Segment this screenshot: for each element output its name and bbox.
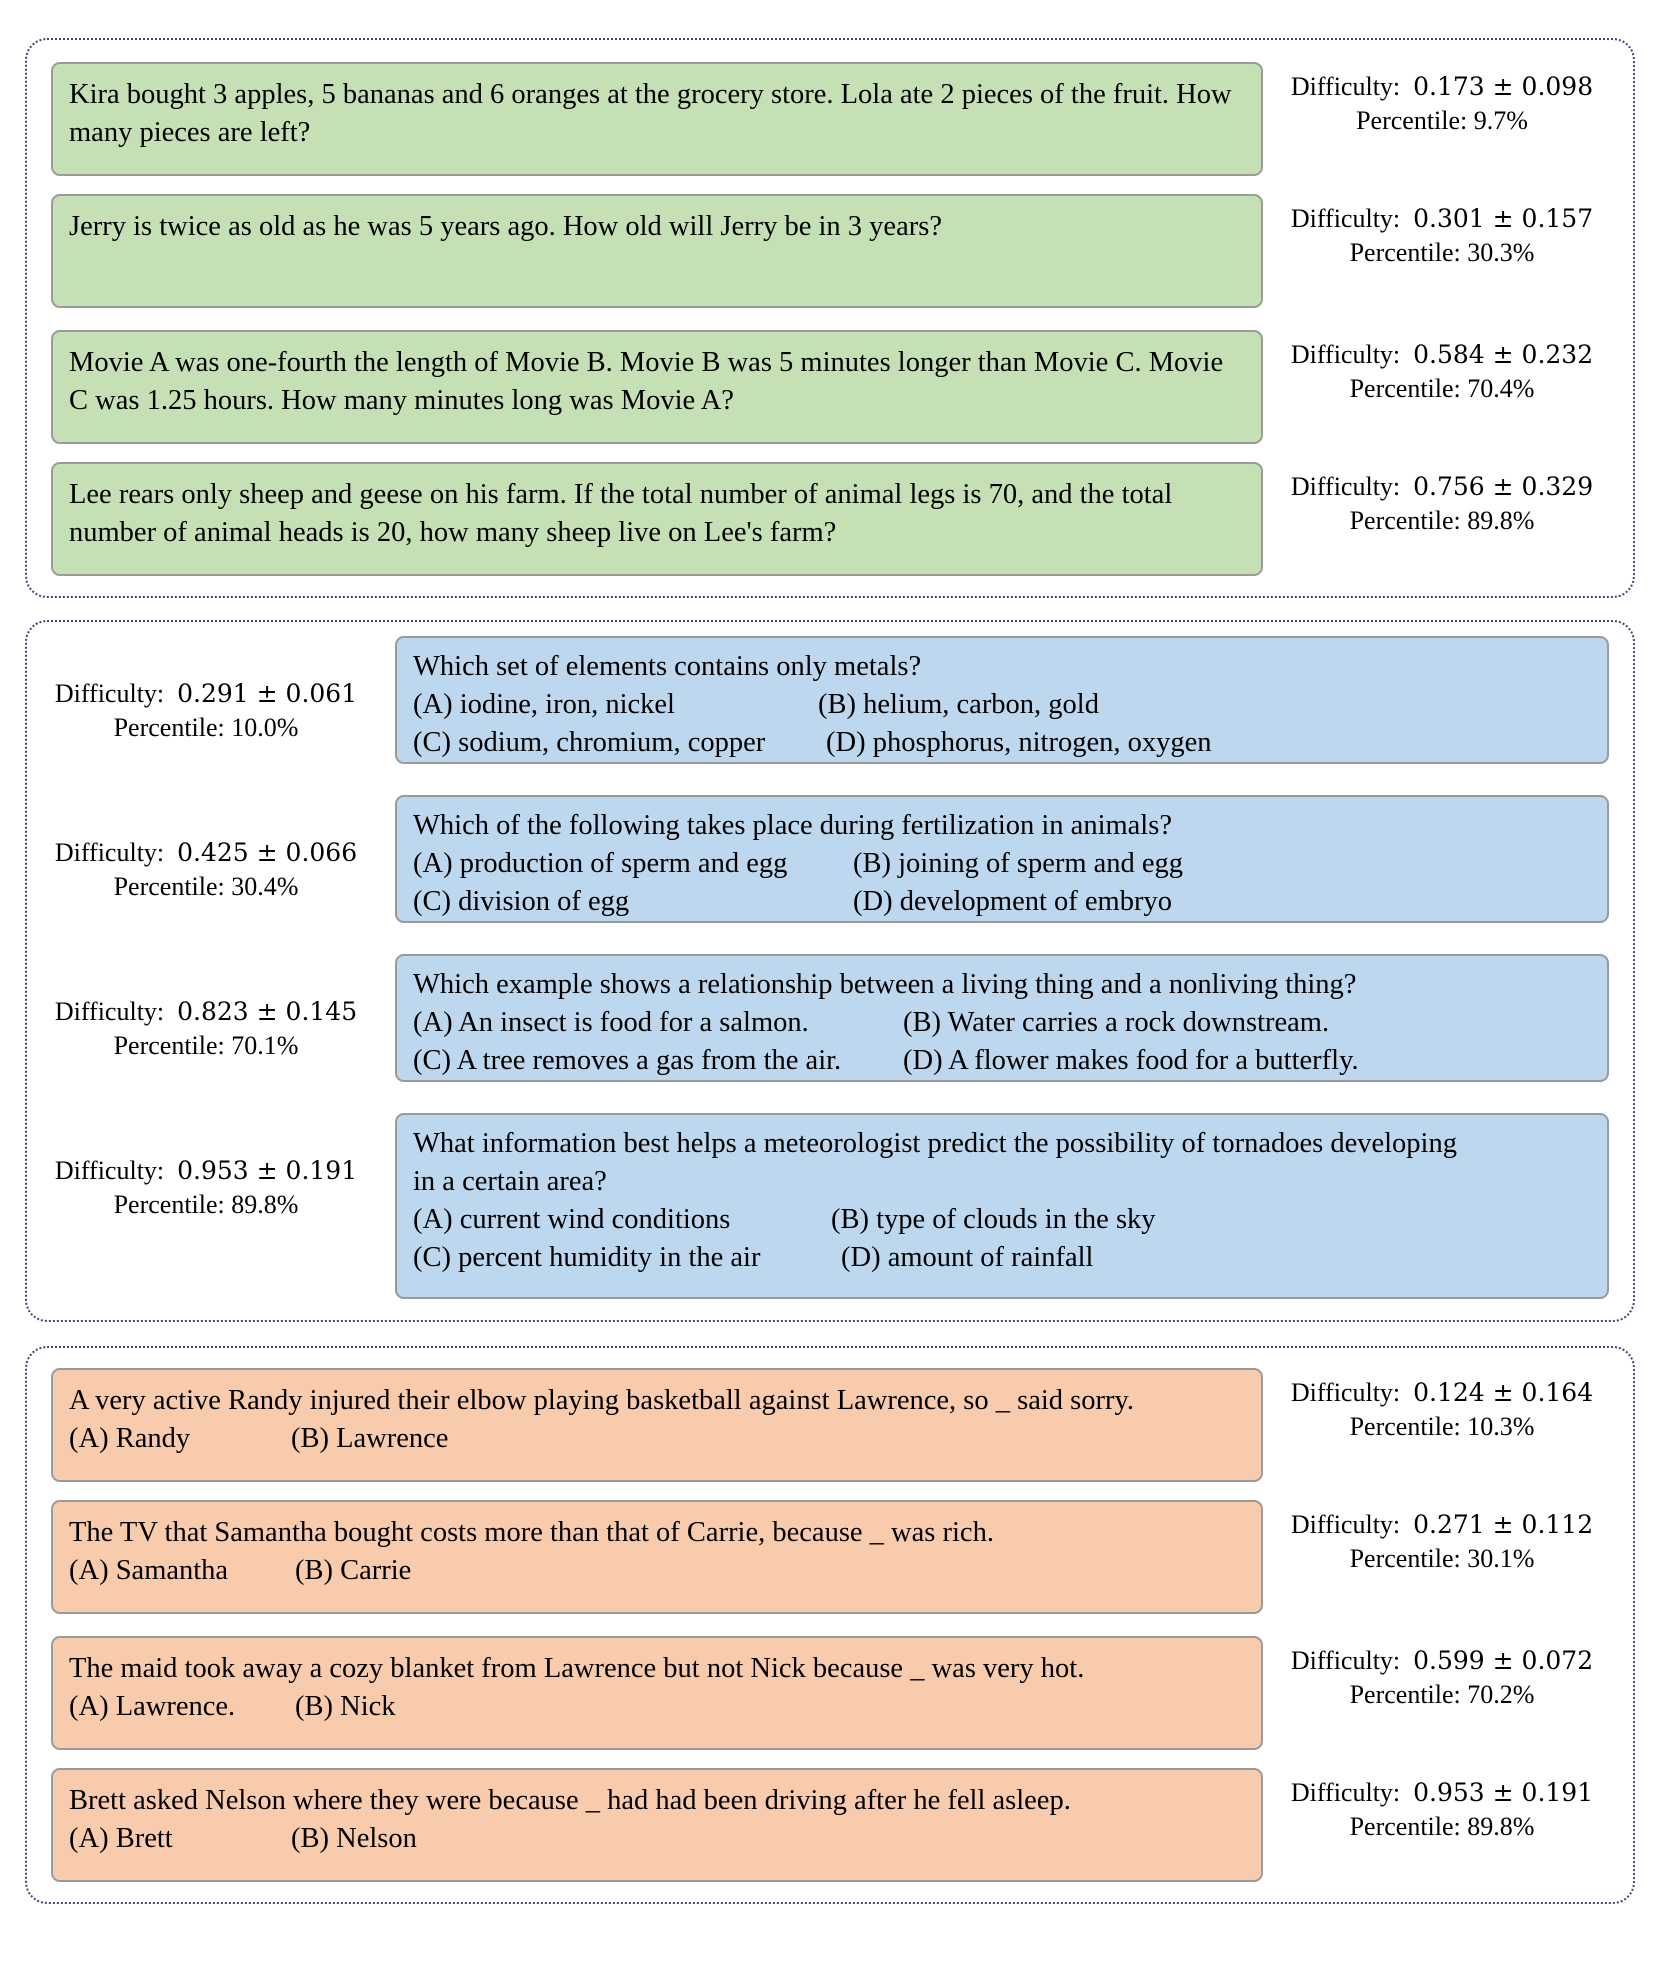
option-c: (C) sodium, chromium, copper xyxy=(413,727,766,758)
option-d: (D) phosphorus, nitrogen, oxygen xyxy=(826,727,1212,758)
question-text: Which of the following takes place during fertilization in animals? xyxy=(413,810,1172,841)
option-a: (A) production of sperm and egg xyxy=(413,848,788,879)
difficulty-value: 0.953 ± 0.191 xyxy=(1413,1778,1594,1807)
option-a: (A) current wind conditions xyxy=(413,1204,731,1235)
math-stat-2 xyxy=(1267,202,1617,270)
question-text: Lee rears only sheep and geese on his farm. If the total number of animal legs is 70, and the total number of animal heads is 20, how many sheep live on Lee's farm? xyxy=(69,479,1173,548)
percentile: Percentile: 89.8% xyxy=(113,1190,299,1219)
winogrande-question-2 xyxy=(51,1500,1263,1614)
option-b: (B) Water carries a rock downstream. xyxy=(903,1007,1330,1038)
option-a: (A) Samantha xyxy=(69,1555,229,1586)
difficulty-label: Difficulty: xyxy=(54,997,165,1026)
question-text: Movie A was one-fourth the length of Movie B. Movie B was 5 minutes longer than Movie C. Movie C was 1.25 hours. How many minutes long was Movie A? xyxy=(69,347,1224,416)
science-stat-1 xyxy=(41,677,371,745)
math-stat-1 xyxy=(1267,70,1617,138)
question-text: Kira bought 3 apples, 5 bananas and 6 oranges at the grocery store. Lola ate 2 pieces of the fruit. How many pieces are left? xyxy=(69,79,1232,148)
difficulty-label: Difficulty: xyxy=(1290,1646,1401,1675)
percentile: Percentile: 70.1% xyxy=(113,1031,299,1060)
difficulty-value: 0.823 ± 0.145 xyxy=(177,997,358,1026)
difficulty-value: 0.584 ± 0.232 xyxy=(1413,340,1594,369)
difficulty-label: Difficulty: xyxy=(1290,472,1401,501)
question-text-line-2: in a certain area? xyxy=(413,1166,607,1197)
winogrande-stat-2 xyxy=(1267,1508,1617,1576)
option-b: (B) joining of sperm and egg xyxy=(853,848,1184,879)
option-b: (B) type of clouds in the sky xyxy=(831,1204,1156,1235)
option-b: (B) Nick xyxy=(295,1691,396,1722)
science-question-4 xyxy=(395,1113,1609,1299)
science-panel xyxy=(25,620,1635,1322)
percentile: Percentile: 89.8% xyxy=(1349,506,1535,535)
option-c: (C) percent humidity in the air xyxy=(413,1242,761,1273)
option-a: (A) Randy xyxy=(69,1423,191,1454)
question-text: The TV that Samantha bought costs more than that of Carrie, because _ was rich. xyxy=(69,1517,994,1548)
option-b: (B) Carrie xyxy=(295,1555,412,1586)
difficulty-value: 0.301 ± 0.157 xyxy=(1413,204,1594,233)
math-question-3 xyxy=(51,330,1263,444)
difficulty-value: 0.599 ± 0.072 xyxy=(1413,1646,1594,1675)
winogrande-question-1 xyxy=(51,1368,1263,1482)
science-stat-3 xyxy=(41,995,371,1063)
option-c: (C) A tree removes a gas from the air. xyxy=(413,1045,842,1076)
science-stat-2 xyxy=(41,836,371,904)
winogrande-question-4 xyxy=(51,1768,1263,1882)
difficulty-label: Difficulty: xyxy=(54,838,165,867)
option-b: (B) Nelson xyxy=(291,1823,417,1854)
science-question-3 xyxy=(395,954,1609,1082)
option-a: (A) An insect is food for a salmon. xyxy=(413,1007,809,1038)
percentile: Percentile: 10.3% xyxy=(1349,1412,1535,1441)
difficulty-value: 0.271 ± 0.112 xyxy=(1413,1510,1594,1539)
winogrande-stat-4 xyxy=(1267,1776,1617,1844)
math-question-2 xyxy=(51,194,1263,308)
science-question-2 xyxy=(395,795,1609,923)
difficulty-value: 0.425 ± 0.066 xyxy=(177,838,358,867)
option-a: (A) iodine, iron, nickel xyxy=(413,689,675,720)
option-b: (B) Lawrence xyxy=(291,1423,449,1454)
percentile: Percentile: 70.4% xyxy=(1349,374,1535,403)
option-c: (C) division of egg xyxy=(413,886,630,917)
winogrande-panel xyxy=(25,1346,1635,1904)
question-text: Which example shows a relationship between a living thing and a nonliving thing? xyxy=(413,969,1357,1000)
math-panel xyxy=(25,38,1635,598)
percentile: Percentile: 9.7% xyxy=(1356,106,1528,135)
option-d: (D) A flower makes food for a butterfly. xyxy=(903,1045,1359,1076)
difficulty-label: Difficulty: xyxy=(1290,204,1401,233)
option-d: (D) amount of rainfall xyxy=(841,1242,1094,1273)
winogrande-stat-3 xyxy=(1267,1644,1617,1712)
science-question-1 xyxy=(395,636,1609,764)
math-question-1 xyxy=(51,62,1263,176)
percentile: Percentile: 10.0% xyxy=(113,713,299,742)
math-stat-3 xyxy=(1267,338,1617,406)
math-question-4 xyxy=(51,462,1263,576)
percentile: Percentile: 30.3% xyxy=(1349,238,1535,267)
percentile: Percentile: 70.2% xyxy=(1349,1680,1535,1709)
difficulty-label: Difficulty: xyxy=(1290,1378,1401,1407)
question-text: Jerry is twice as old as he was 5 years ago. How old will Jerry be in 3 years? xyxy=(69,211,942,242)
winogrande-question-3 xyxy=(51,1636,1263,1750)
option-d: (D) development of embryo xyxy=(853,886,1172,917)
winogrande-stat-1 xyxy=(1267,1376,1617,1444)
question-text: Which set of elements contains only metals? xyxy=(413,651,922,682)
option-a: (A) Lawrence. xyxy=(69,1691,236,1722)
percentile: Percentile: 30.1% xyxy=(1349,1544,1535,1573)
difficulty-label: Difficulty: xyxy=(1290,1778,1401,1807)
difficulty-label: Difficulty: xyxy=(54,1156,165,1185)
difficulty-value: 0.173 ± 0.098 xyxy=(1413,72,1594,101)
percentile: Percentile: 89.8% xyxy=(1349,1812,1535,1841)
difficulty-label: Difficulty: xyxy=(1290,340,1401,369)
difficulty-value: 0.953 ± 0.191 xyxy=(177,1156,358,1185)
option-a: (A) Brett xyxy=(69,1823,173,1854)
question-text: The maid took away a cozy blanket from Lawrence but not Nick because _ was very hot. xyxy=(69,1653,1085,1684)
difficulty-value: 0.124 ± 0.164 xyxy=(1413,1378,1594,1407)
difficulty-label: Difficulty: xyxy=(1290,72,1401,101)
difficulty-value: 0.291 ± 0.061 xyxy=(177,679,358,708)
difficulty-label: Difficulty: xyxy=(54,679,165,708)
question-text: Brett asked Nelson where they were because _ had had been driving after he fell asleep. xyxy=(69,1785,1071,1816)
option-b: (B) helium, carbon, gold xyxy=(818,689,1099,720)
difficulty-label: Difficulty: xyxy=(1290,1510,1401,1539)
science-stat-4 xyxy=(41,1154,371,1222)
question-text: A very active Randy injured their elbow playing basketball against Lawrence, so _ said sorry. xyxy=(69,1385,1135,1416)
question-text-line-1: What information best helps a meteorologist predict the possibility of tornadoes developing xyxy=(413,1128,1457,1159)
difficulty-value: 0.756 ± 0.329 xyxy=(1413,472,1594,501)
percentile: Percentile: 30.4% xyxy=(113,872,299,901)
math-stat-4 xyxy=(1267,470,1617,538)
